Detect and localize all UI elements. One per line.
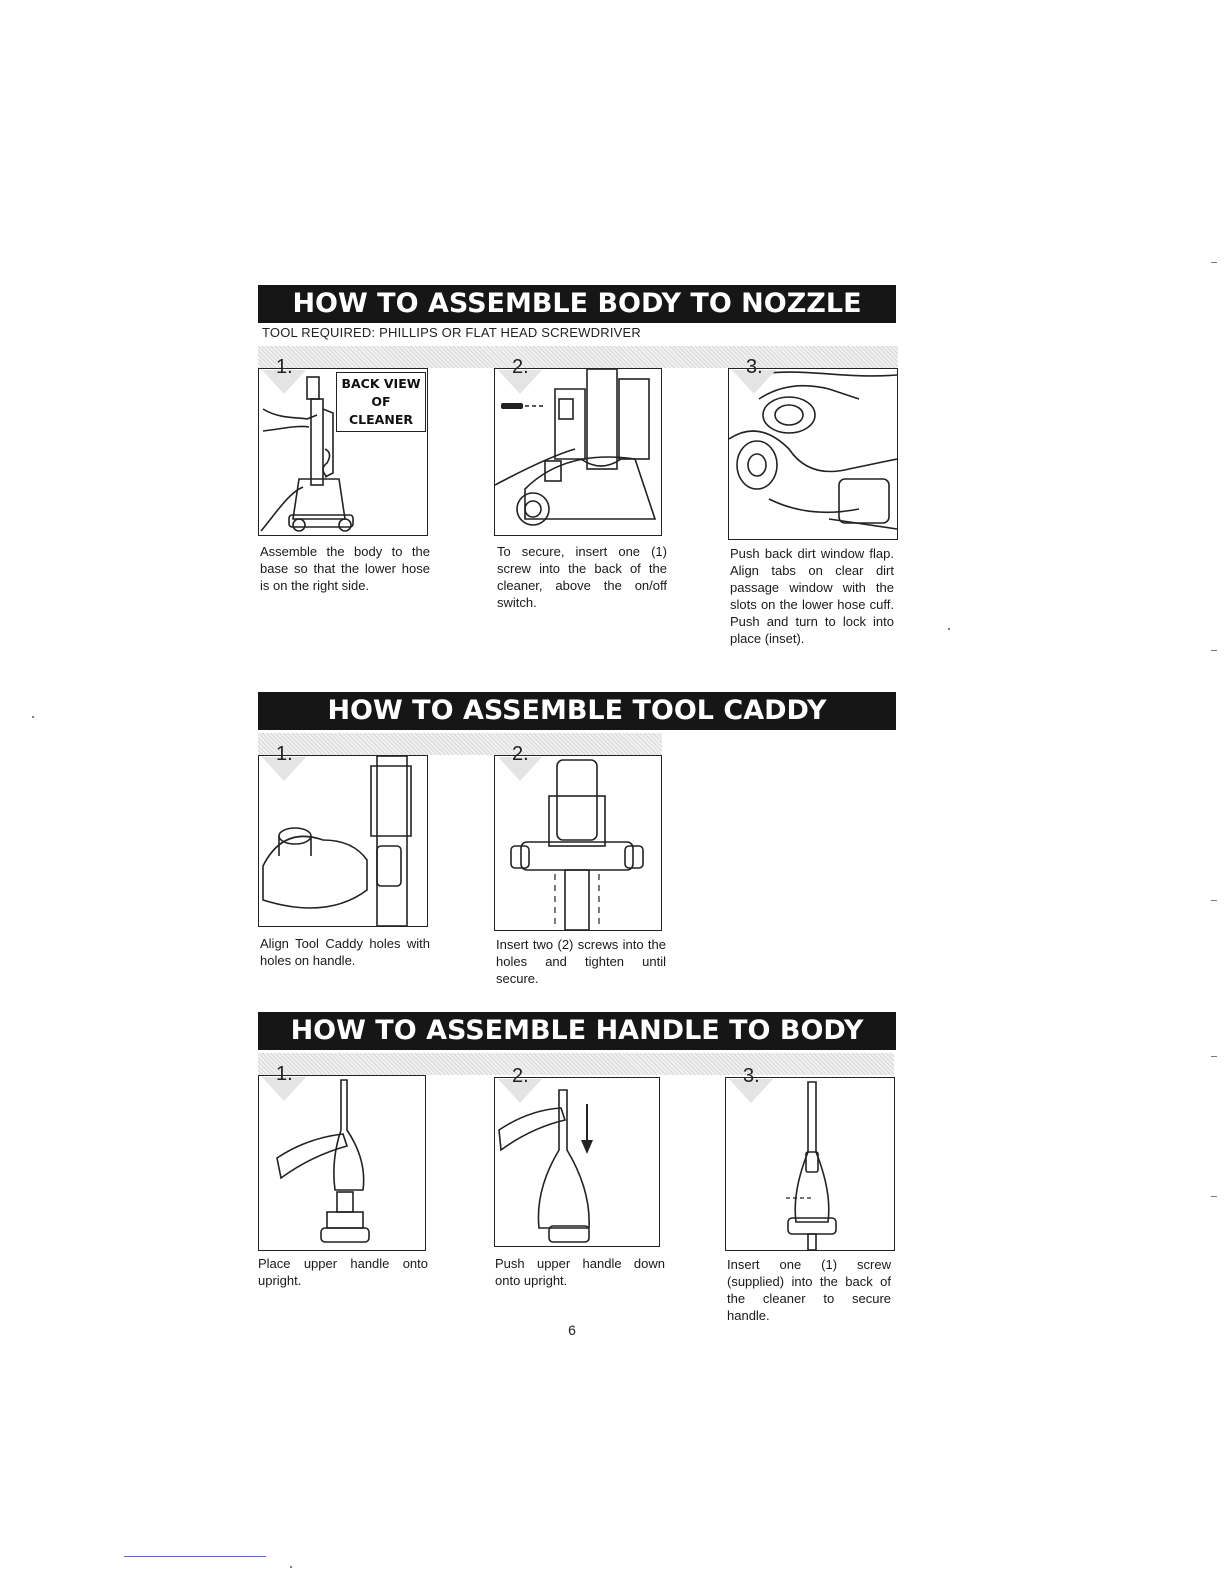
back-view-callout <box>336 372 426 432</box>
step-number-band <box>258 733 662 755</box>
section-title-handle-to-body: HOW TO ASSEMBLE HANDLE TO BODY <box>258 1012 896 1050</box>
step-illustration-handle-1 <box>258 1075 426 1251</box>
tool-caddy-align-illustration <box>259 756 427 926</box>
step-caption-handle-2: Push upper handle down onto upright. <box>495 1256 665 1288</box>
page-number: 6 <box>568 1322 576 1338</box>
section-title-body-to-nozzle: HOW TO ASSEMBLE BODY TO NOZZLE <box>258 285 896 323</box>
callout-line-2: OF CLEANER <box>349 394 413 427</box>
step-illustration-handle-3 <box>725 1077 895 1251</box>
tool-required-note: TOOL REQUIRED: PHILLIPS OR FLAT HEAD SCREWDRIVER <box>262 325 641 340</box>
scan-edge-mark <box>1211 900 1217 901</box>
step-illustration-caddy-2 <box>494 755 662 931</box>
step-number-3: 3. <box>743 1065 760 1087</box>
step-number-1: 1. <box>276 1063 293 1085</box>
step-caption-handle-1: Place upper handle onto upright. <box>258 1256 428 1288</box>
push-handle-down-illustration <box>495 1078 659 1246</box>
step-number-1: 1. <box>276 356 293 378</box>
step-number-3: 3. <box>746 356 763 378</box>
scan-edge-mark <box>1211 1196 1217 1197</box>
step-number-band <box>258 346 898 368</box>
scan-edge-mark <box>1211 262 1217 263</box>
step-number-1: 1. <box>276 743 293 765</box>
step-caption-caddy-2: Insert two (2) screws into the holes and tighten until secure. <box>496 937 666 986</box>
tool-caddy-screws-illustration <box>495 756 661 930</box>
place-handle-illustration <box>259 1076 425 1250</box>
scan-speck <box>948 628 950 630</box>
dirt-window-illustration <box>729 369 897 539</box>
step-caption-handle-3: Insert one (1) screw (supplied) into the back of the cleaner to secure handle. <box>727 1257 891 1323</box>
step-number-band <box>258 1053 894 1075</box>
scan-speck <box>32 716 34 718</box>
step-caption-body-2: To secure, insert one (1) screw into the back of the cleaner, above the on/off switch. <box>497 544 667 610</box>
scan-edge-mark <box>1211 1056 1217 1057</box>
callout-line-1: BACK VIEW <box>341 376 421 391</box>
step-number-2: 2. <box>512 1065 529 1087</box>
secure-handle-screw-illustration <box>726 1078 894 1250</box>
scan-speck <box>290 1566 292 1568</box>
footer-rule <box>124 1556 266 1557</box>
step-caption-body-3: Push back dirt window flap. Align tabs on clear dirt passage window with the slots on the lower hose cuff. Push and turn to lock into place (inset). <box>730 546 894 646</box>
step-number-2: 2. <box>512 743 529 765</box>
step-caption-body-1: Assemble the body to the base so that the lower hose is on the right side. <box>260 544 430 593</box>
section-title-tool-caddy: HOW TO ASSEMBLE TOOL CADDY <box>258 692 896 730</box>
scan-edge-mark <box>1211 650 1217 651</box>
step-number-2: 2. <box>512 356 529 378</box>
step-caption-caddy-1: Align Tool Caddy holes with holes on handle. <box>260 936 430 968</box>
